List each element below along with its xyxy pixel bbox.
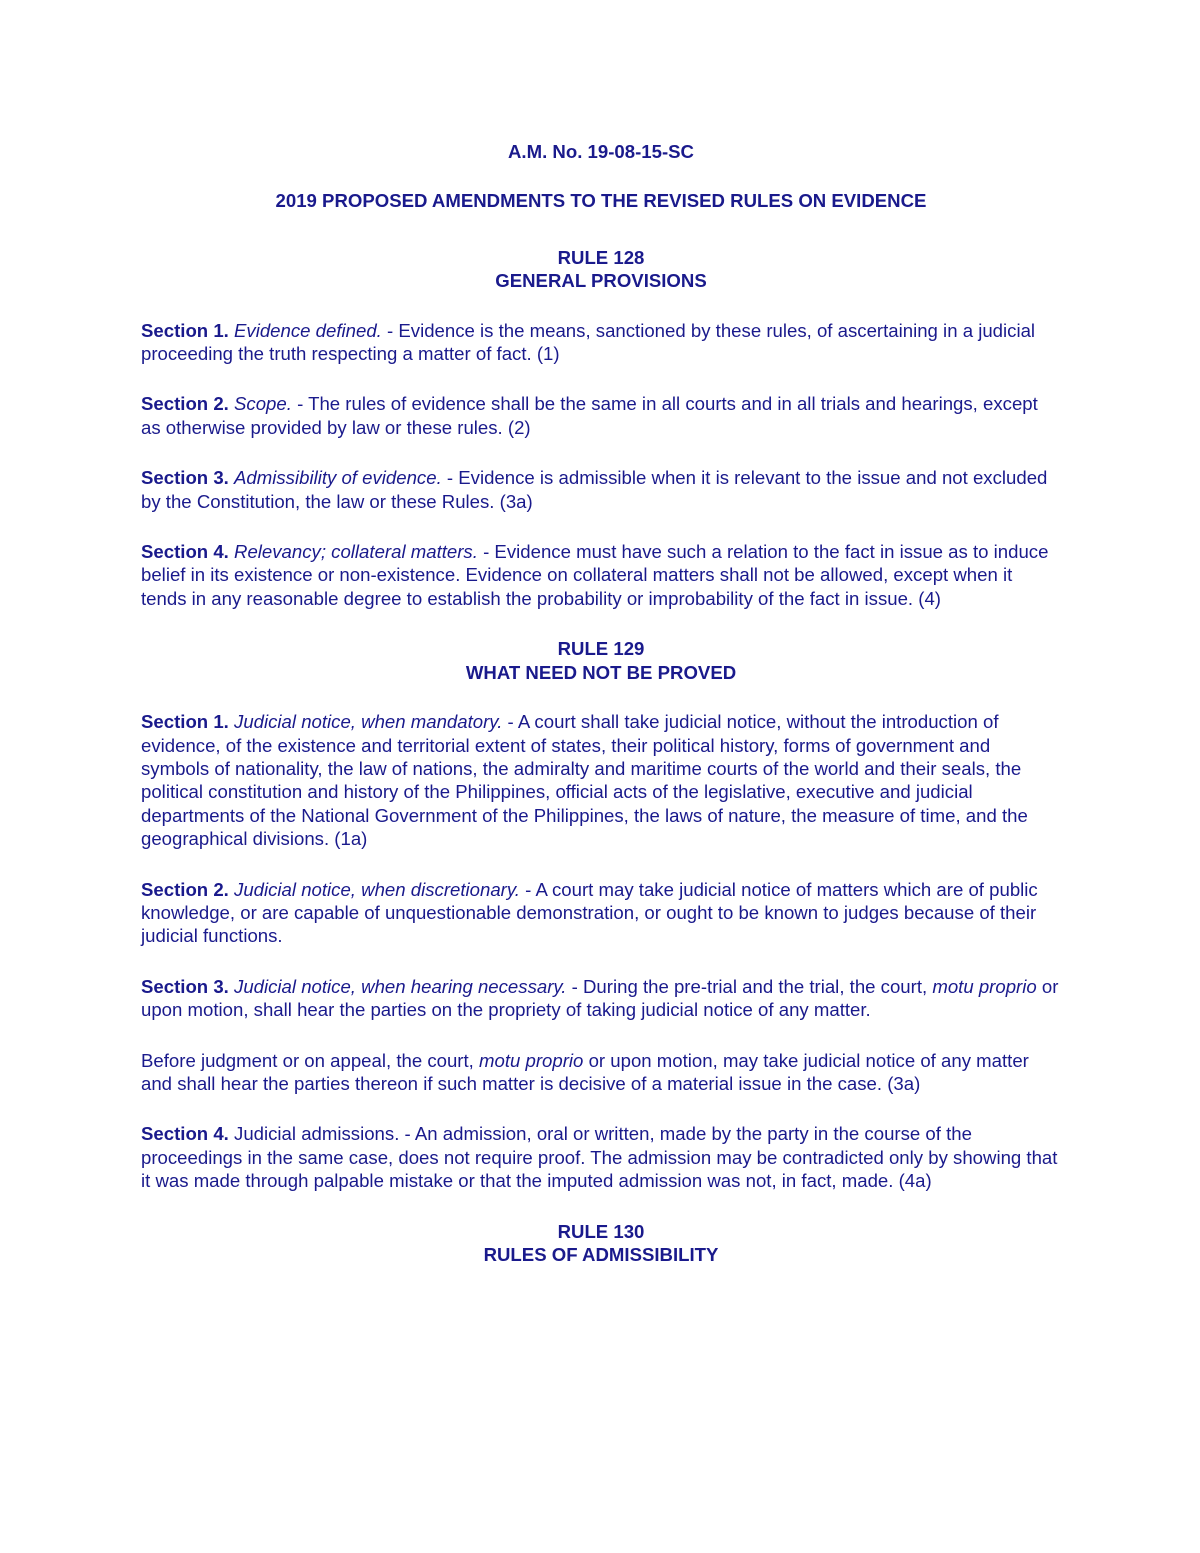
am-number: A.M. No. 19-08-15-SC — [508, 141, 694, 162]
rule-129-section-4: Section 4. Judicial admissions. - An admission, oral or written, made by the party in the course of the proceedings in the same case, does not require proof. The admission may be contradicted only by showing that it was made through palpable mistake or that the imputed admission was not, in fact, made. (4a) — [141, 1123, 1058, 1192]
rule-129-section-1: Section 1. Judicial notice, when mandatory. - A court shall take judicial notice, without the introduction of evidence, of the existence and territorial extent of states, their political history, forms of government and symbols of nationality, the law of nations, the admiralty and maritime courts of the world and their seals, the political constitution and history of the Philippines, official acts of the legislative, executive and judicial departments of the National Government of the Philippines, the laws of nature, the measure of time, and the geographical divisions. (1a) — [141, 711, 1028, 850]
rule-128-section-2: Section 2. Scope. - The rules of evidence shall be the same in all courts and in all trials and hearings, except as otherwise provided by law or these rules. (2) — [141, 393, 1038, 438]
document-page — [141, 140, 1061, 1292]
section-caption: Judicial notice, when discretionary. — [234, 878, 520, 900]
rule-129-section-3-paragraph — [141, 1049, 1061, 1096]
rule-128-section-3: Section 3. Admissibility of evidence. - Evidence is admissible when it is relevant to the issue and not excluded by the Constitution, the law or these Rules. (3a) — [141, 467, 1048, 512]
section-text: - Evidence is the means, sanctioned by these rules, of ascertaining in a judicial proceeding the truth respecting a matter of fact. (1) — [141, 319, 1036, 365]
section-caption: Evidence defined. — [234, 319, 382, 341]
section-label: Section 3 — [141, 467, 224, 489]
section-text: - Evidence must have such a relation to the fact in issue as to induce belief in its existence or non-existence. Evidence on collateral matters shall not be allowed, except when it tends in any reasonable degree to establish the probability or improbability of the fact in issue. (4) — [141, 541, 1049, 609]
section-caption: Scope. — [234, 393, 292, 415]
section-caption: Judicial admissions. — [234, 1123, 400, 1145]
latin-term: motu proprio — [479, 1049, 584, 1071]
section-caption: Admissibility of evidence. — [234, 467, 442, 489]
rule-130-heading — [141, 1220, 1061, 1267]
rule-129-section-2: Section 2. Judicial notice, when discretionary. - A court may take judicial notice of matters which are of public knowledge, or are capable of unquestionable demonstration, or ought to be known to judges because of their judicial functions. — [141, 878, 1038, 947]
paragraph-text: or upon motion, may take judicial notice of any matter and shall hear the parties thereon if such matter is decisive of a material issue in the case. (3a) — [141, 1049, 1029, 1094]
rule-title: WHAT NEED NOT BE PROVED — [465, 661, 737, 683]
rule-129-heading — [141, 637, 1061, 684]
rule-title: GENERAL PROVISIONS — [495, 270, 707, 292]
section-label: Section 2 — [141, 878, 224, 900]
paragraph-text: Before judgment or on appeal, the court, — [141, 1049, 480, 1071]
section-caption: Relevancy; collateral matters. — [234, 541, 478, 563]
rule-128-section-1: Section 1. Evidence defined. - Evidence is the means, sanctioned by these rules, of ascertaining in a judicial proceeding the truth respecting a matter of fact. (1) — [141, 319, 1036, 365]
rule-129-section-3: Section 3. Judicial notice, when hearing necessary. - During the pre-trial and the trial, the court, motu proprio or upon motion, shall hear the parties on the propriety of taking judicial notice of any matter. — [141, 975, 1059, 1021]
section-label: Section 4 — [141, 541, 224, 563]
rule-number: RULE 129 — [557, 638, 645, 660]
section-text: - During the pre-trial and the trial, the court, — [566, 975, 933, 997]
section-label: Section 4 — [141, 1123, 224, 1145]
section-label: Section 3 — [141, 975, 224, 997]
section-text: - A court may take judicial notice of matters which are of public knowledge, or are capable of unquestionable demonstration, or ought to be known to judges because of their judicial functions. — [141, 878, 1038, 947]
section-caption: Judicial notice, when mandatory. — [234, 711, 503, 733]
rule-title: RULES OF ADMISSIBILITY — [483, 1244, 719, 1265]
section-text: or upon motion, shall hear the parties on the propriety of taking judicial notice of any matter. — [141, 975, 1059, 1021]
section-text: - The rules of evidence shall be the same in all courts and in all trials and hearings, except as otherwise provided by law or these rules. (2) — [141, 393, 1038, 438]
section-text: - An admission, oral or written, made by the party in the course of the proceedings in the same case, does not require proof. The admission may be contradicted only by showing that it was made through palpable mistake or that the imputed admission was not, in fact, made. (4a) — [141, 1123, 1058, 1192]
section-caption: Judicial notice, when hearing necessary. — [234, 975, 567, 997]
section-label: Section 1 — [141, 319, 224, 341]
rule-128-heading — [141, 246, 1061, 293]
section-label: Section 1 — [141, 711, 224, 733]
rule-128-section-4: Section 4. Relevancy; collateral matters. - Evidence must have such a relation to the fact in issue as to induce belief in its existence or non-existence. Evidence on collateral matters shall not be allowed, except when it tends in any reasonable degree to establish the probability or improbability of the fact in issue. (4) — [141, 541, 1049, 609]
section-text: - A court shall take judicial notice, without the introduction of evidence, of the existence and territorial extent of states, their political history, forms of government and symbols of nationality, the law of nations, the admiralty and maritime courts of the world and their seals, the political constitution and history of the Philippines, official acts of the legislative, executive and judicial departments of the National Government of the Philippines, the laws of nature, the measure of time, and the geographical divisions. (1a) — [141, 711, 1028, 850]
document-title: 2019 PROPOSED AMENDMENTS TO THE REVISED RULES ON EVIDENCE — [275, 190, 927, 212]
latin-term: motu proprio — [932, 975, 1037, 997]
rule-number: RULE 128 — [557, 246, 645, 268]
section-label: Section 2 — [141, 393, 224, 415]
rule-number: RULE 130 — [557, 1220, 645, 1242]
section-text: - Evidence is admissible when it is relevant to the issue and not excluded by the Constitution, the law or these Rules. (3a) — [141, 467, 1048, 512]
